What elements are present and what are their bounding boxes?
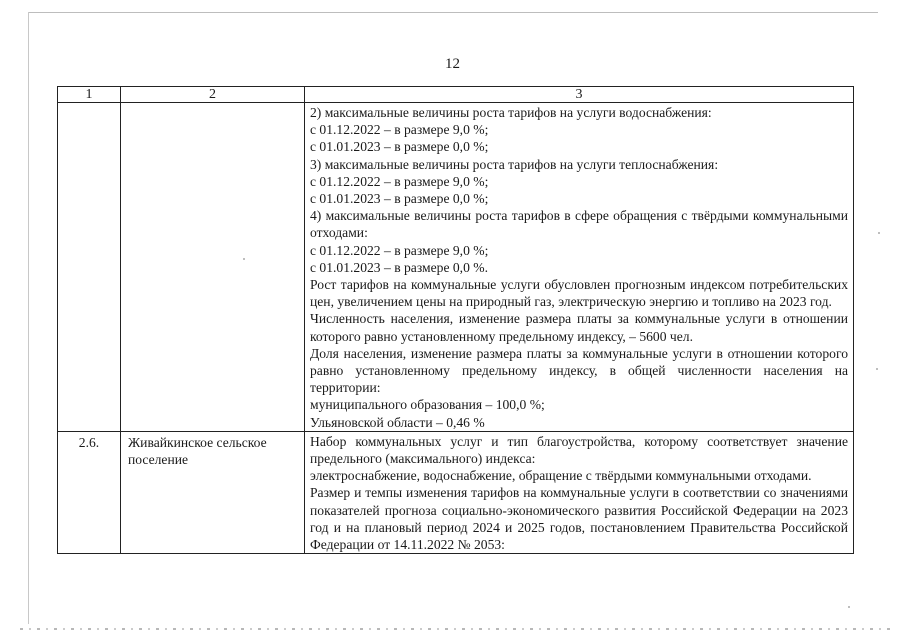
page-number: 12 [445,56,460,72]
content-paragraph: Размер и темпы изменения тарифов на коммунальные услуги в соответствии со значениями показателей прогноза социально-экономического развития Российской Федерации на 2023 год и на плановый период 2024 и 2025 годов, постановлением Правительства Российской Федерации от 14.11.2022 № 2053: [310,485,848,553]
row-content-cell [305,103,854,432]
content-line: 3) максимальные величины роста тарифов на услуги теплоснабжения: [310,156,719,172]
content-line: с 01.12.2022 – в размере 9,0 %; [310,122,489,138]
content-paragraph: Рост тарифов на коммунальные услуги обусловлен прогнозным индексом потребительских цен, увеличением цены на природный газ, электрическую энергию и топливо на 2023 год. [310,277,848,310]
scan-speck [876,368,878,370]
table-row-2-6 [58,431,854,553]
content-line: 2) максимальные величины роста тарифов на услуги водоснабжения: [310,105,712,120]
scan-speck [848,606,850,608]
content-line: с 01.01.2023 – в размере 0,0 %. [310,259,488,275]
column-header-1: 1 [58,87,121,103]
table-row-continuation [58,103,854,432]
tariff-table [57,86,854,554]
row-name-cell: Живайкинское сельское поселение [121,431,305,553]
content-paragraph: Численность населения, изменение размера платы за коммунальные услуги в отношении которого равно установленному предельному индексу, – 5600 чел. [310,311,848,344]
page-edge-left [28,12,29,624]
row-number-cell: 2.6. [58,431,121,553]
page-edge-top [28,12,878,13]
row-content-cell [305,431,854,553]
content-line: муниципального образования – 100,0 %; [310,397,545,413]
content-paragraph: 4) максимальные величины роста тарифов в сфере обращения с твёрдыми коммунальными отходами: [310,208,848,241]
scan-speck [243,258,245,260]
content-line: с 01.01.2023 – в размере 0,0 %; [310,191,489,207]
content-line: с 01.12.2022 – в размере 9,0 %; [310,242,489,258]
table-header-row [58,87,854,103]
scan-speck [878,232,880,234]
content-line: Ульяновской области – 0,46 % [310,414,485,430]
row-name-cell [121,103,305,432]
content-line: с 01.01.2023 – в размере 0,0 %; [310,139,489,155]
scan-artifact-strip [20,628,890,630]
content-paragraph: Набор коммунальных услуг и тип благоустройства, которому соответствует значение предельного (максимального) индекса: [310,433,848,467]
column-header-2: 2 [121,87,305,103]
content-line: с 01.12.2022 – в размере 9,0 %; [310,173,489,189]
row-number-cell [58,103,121,432]
content-paragraph: электроснабжение, водоснабжение, обращение с твёрдыми коммунальными отходами. [310,468,812,484]
content-paragraph: Доля населения, изменение размера платы за коммунальные услуги в отношении которого равно установленному предельному индексу, в общей численности населения на территории: [310,345,848,396]
column-header-3: 3 [305,87,854,103]
